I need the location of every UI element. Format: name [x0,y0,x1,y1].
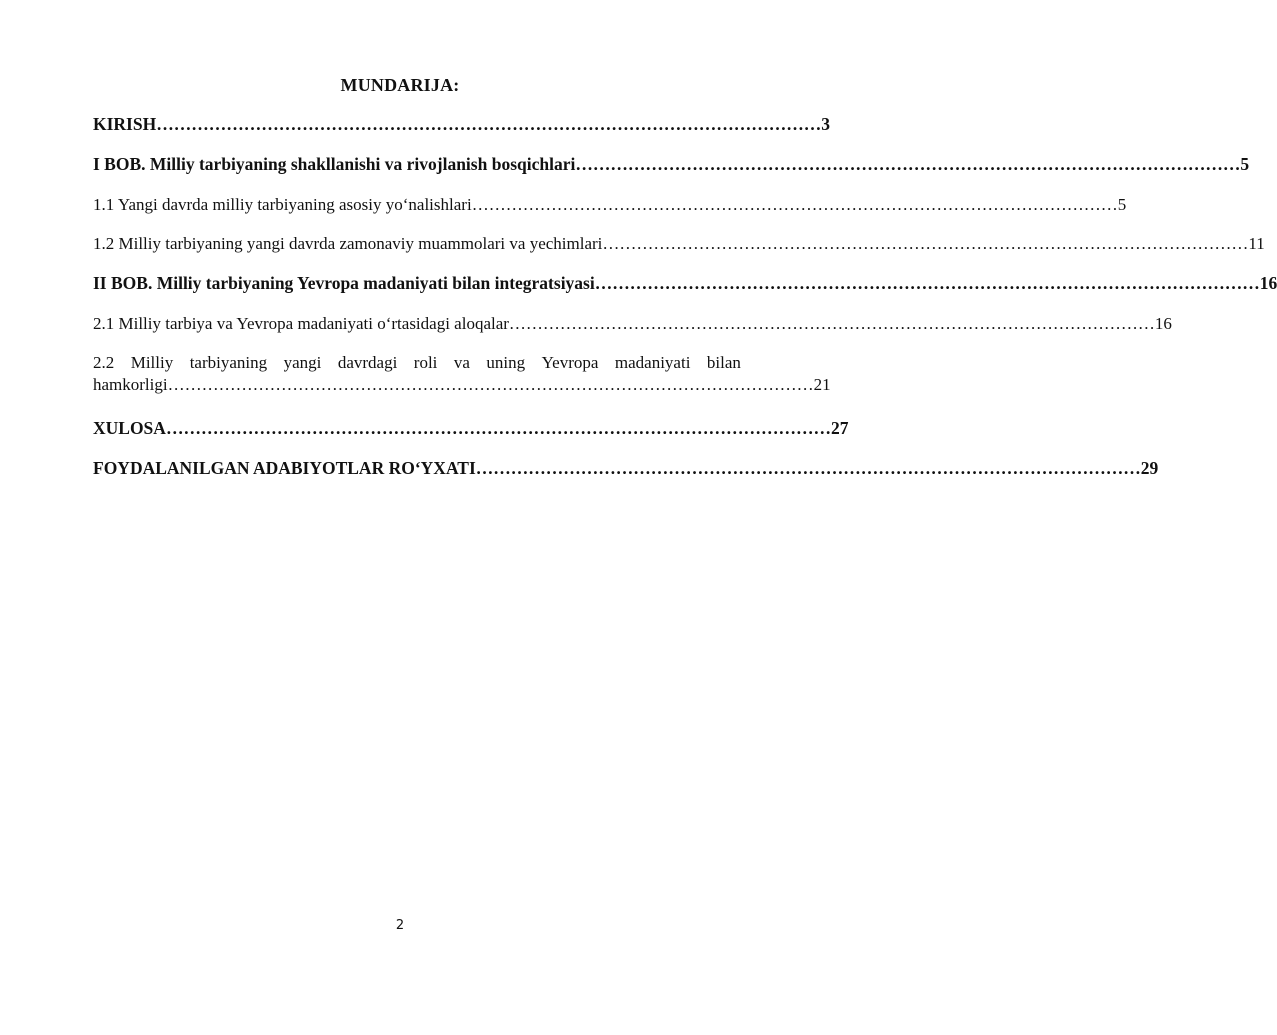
page-number: 2 [395,918,405,933]
toc-leader-dots: …………………………………………………………………………………………………… [594,273,1260,293]
word: va [453,353,470,372]
toc-entry-bibliography[interactable] [93,458,1159,479]
word: uning [486,353,526,372]
word: yangi [283,353,322,372]
toc-entry-label-line2 [93,375,831,395]
word: madaniyati [614,353,691,372]
toc-leader-dots: …………………………………………………………………………………………………… [471,195,1118,214]
toc-entry-label: 1.1 Yangi davrda milliy tarbiyaning asosiy yo‘nalishlari [93,195,472,214]
toc-leader-dots: …………………………………………………………………………………………………… [475,458,1141,478]
toc-leader-dots: …………………………………………………………………………………………………… [165,418,831,438]
toc-entry-label: 1.2 Milliy tarbiyaning yangi davrda zamonaviy muammolari va yechimlari [93,234,603,253]
toc-entry-page: 5 [1117,195,1127,214]
toc-entry-chapter-1[interactable] [93,154,1250,175]
word: davrdagi [337,353,398,372]
toc-entry-section-2-2[interactable] [93,353,831,395]
toc-entry-page: 16 [1259,273,1277,293]
toc-entry-kirish[interactable] [93,114,830,135]
word: Yevropa [541,353,599,372]
toc-entry-label: II BOB. Milliy tarbiyaning Yevropa madaniyati bilan integratsiyasi [93,273,595,293]
toc-leader-dots: …………………………………………………………………………………………………… [575,154,1241,174]
toc-title: MUNDARIJA: [340,75,460,95]
toc-leader-dots: …………………………………………………………………………………………………… [156,114,822,134]
toc-leader-dots: …………………………………………………………………………………………………… [167,375,814,394]
toc-entry-page: 21 [813,375,831,394]
word: roli [413,353,438,372]
toc-entry-label: 2.1 Milliy tarbiya va Yevropa madaniyati o‘rtasidagi aloqalar [93,314,509,333]
toc-leader-dots: …………………………………………………………………………………………………… [508,314,1155,333]
word: bilan [706,353,741,372]
toc-entry-section-1-2[interactable] [93,234,1265,254]
toc-entry-section-1-1[interactable] [93,195,1127,215]
toc-entry-xulosa[interactable] [93,418,849,439]
toc-entry-page: 5 [1240,154,1250,174]
toc-entry-page: 11 [1248,234,1265,253]
toc-entry-label: I BOB. Milliy tarbiyaning shakllanishi va rivojlanish bosqichlari [93,154,576,174]
toc-entry-page: 16 [1154,314,1172,333]
toc-leader-dots: …………………………………………………………………………………………………… [602,234,1249,253]
toc-entry-page: 3 [821,114,830,134]
toc-entry-label-line1 [93,353,741,373]
toc-entry-label: hamkorligi [93,375,168,394]
toc-entry-section-2-1[interactable] [93,314,1172,334]
toc-entry-label: XULOSA [93,418,166,438]
word: tarbiyaning [189,353,268,372]
toc-entry-label: KIRISH [93,114,157,134]
toc-entry-label: FOYDALANILGAN ADABIYOTLAR RO‘YXATI [93,458,476,478]
toc-entry-chapter-2[interactable] [93,273,1277,294]
word: 2.2 [93,353,115,372]
toc-entry-page: 27 [830,418,849,438]
toc-entry-page: 29 [1140,458,1159,478]
word: Milliy [130,353,174,372]
